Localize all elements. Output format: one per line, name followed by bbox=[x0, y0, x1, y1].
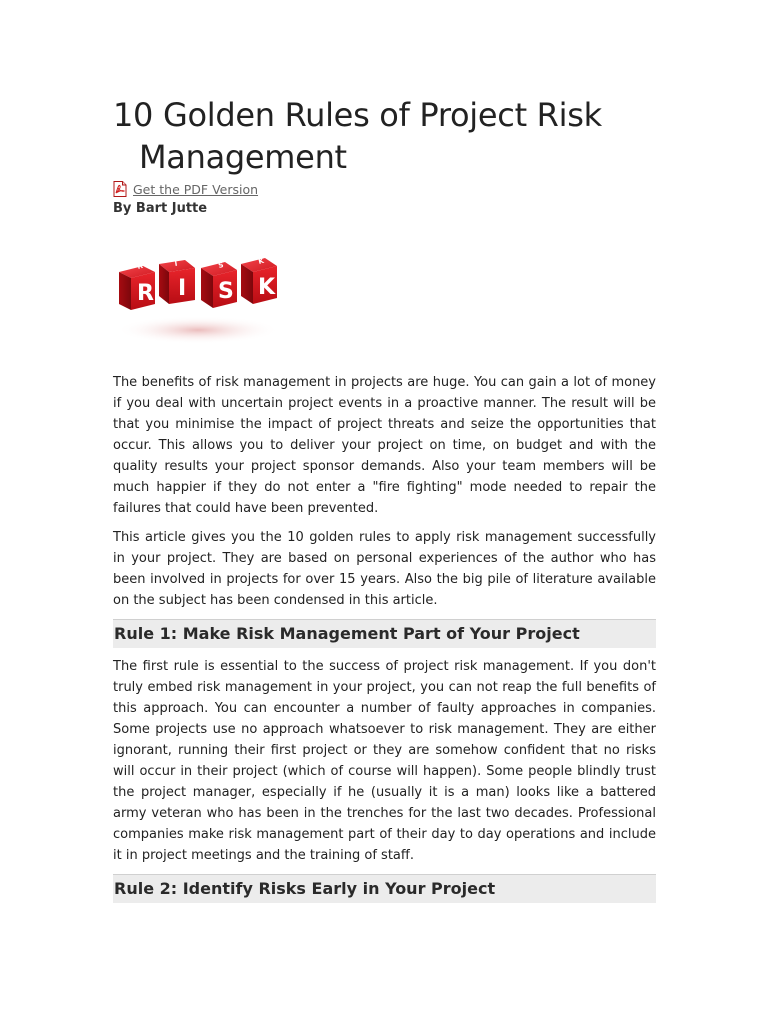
pdf-version-link[interactable]: Get the PDF Version bbox=[133, 181, 259, 197]
cube-front-letter: I bbox=[178, 276, 187, 301]
rule-1-body: The first rule is essential to the success of project risk management. If you don't truly embed risk management in your project, you can not reap the full benefits of this approach. You can encounter a number of faulty approaches in companies. Some projects use no approach whatsoever to risk management. They are either ignorant, running their first project or they are somehow confident that no risks will occur in their project (which of course will happen). Some people blindly trust the project manager, especially if he (usually it is a man) looks like a battered army veteran who has been in the trenches for the last two decades. Professional companies make risk management part of their day to day operations and include it in project meetings and the training of staff. bbox=[113, 659, 656, 863]
pdf-link-row bbox=[113, 180, 656, 198]
risk-dice-image bbox=[113, 246, 283, 346]
cube-front-letter: R bbox=[137, 281, 154, 306]
rule-2-heading: Rule 2: Identify Risks Early in Your Project bbox=[113, 874, 656, 903]
risk-cube-s bbox=[201, 261, 237, 308]
article bbox=[113, 0, 656, 903]
intro-paragraph: The benefits of risk management in projects are huge. You can gain a lot of money if you deal with uncertain project events in a proactive manner. The result will be that you minimise the impact of project threats and seize the opportunities that occur. This allows you to deliver your project on time, on budget and with the quality results your project sponsor demands. Also your team members will be much happier if they do not enter a "fire fighting" mode needed to repair the failures that could have been prevented. bbox=[113, 375, 656, 516]
risk-cube-r bbox=[119, 262, 155, 310]
overview-paragraph: This article gives you the 10 golden rules to apply risk management successfully in your project. They are based on personal experiences of the author who has been involved in projects for over 15 years. Also the big pile of literature available on the subject has been condensed in this article. bbox=[113, 530, 656, 608]
byline: By Bart Jutte bbox=[113, 201, 208, 216]
risk-cube-i bbox=[159, 260, 195, 304]
cube-top-letter: K bbox=[257, 256, 265, 266]
risk-cube-k bbox=[241, 257, 277, 304]
cube-top-letter: R bbox=[136, 261, 144, 271]
cube-front-letter: S bbox=[218, 279, 234, 304]
rule-1-heading: Rule 1: Make Risk Management Part of Your Project bbox=[113, 619, 656, 648]
cube-top-letter: I bbox=[174, 259, 178, 268]
pdf-icon bbox=[113, 181, 127, 197]
page-title: 10 Golden Rules of Project Risk Management bbox=[113, 96, 602, 176]
cube-front-letter: K bbox=[258, 275, 276, 300]
cube-top-letter: S bbox=[217, 260, 225, 270]
